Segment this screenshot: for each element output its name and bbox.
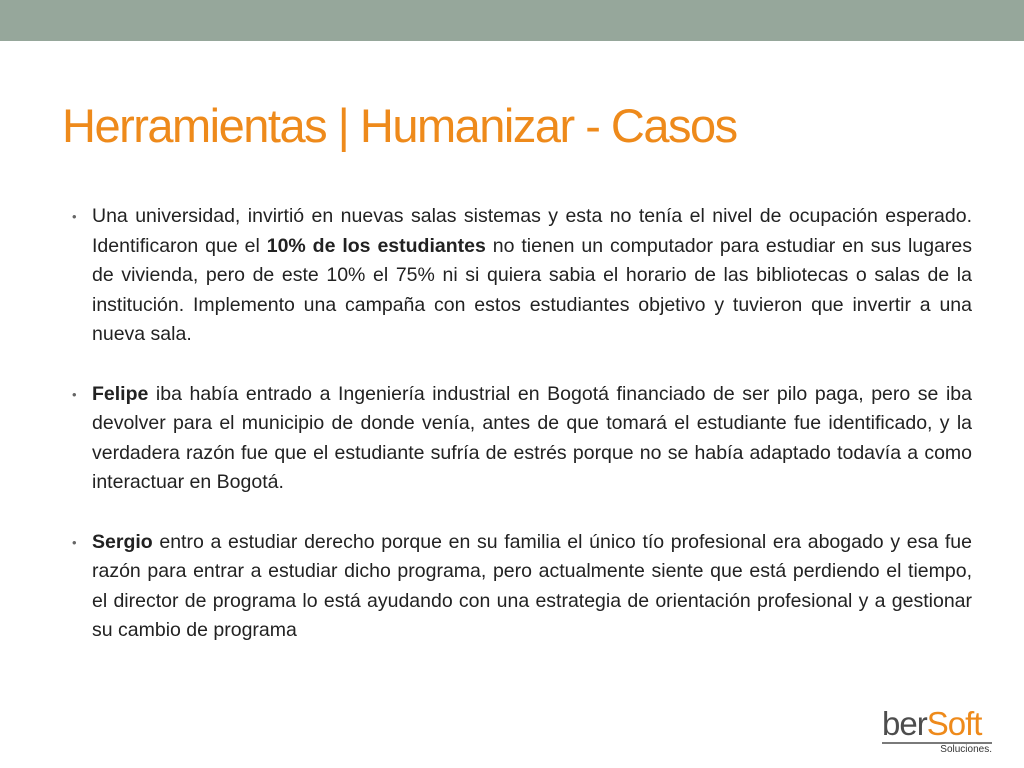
logo-soft-text: Soft (926, 705, 982, 742)
bullet-icon: • (72, 386, 77, 402)
bullet-text: Una universidad, invirtió en nuevas salas sistemas y esta no tenía el nivel de ocupación esperado. Identificaron que el (92, 205, 972, 257)
bullet-sergio-case (72, 528, 972, 646)
bullet-university-case (72, 202, 972, 350)
bullet-text: entro a estudiar derecho porque en su familia el único tío profesional era abogado y esa fue razón para entrar a estudiar dicho programa, pero actualmente siente que está perdiendo el tiempo, el director de programa lo está ayudando con una estrategia de orientación profesional y a gestionar su cambio de programa (92, 530, 972, 641)
top-bar (0, 0, 1024, 41)
bullet-emphasis: Felipe (92, 382, 149, 405)
slide-title: Herramientas | Humanizar - Casos (62, 99, 737, 152)
bullet-emphasis: Sergio (92, 530, 153, 553)
logo-ber-text: ber (882, 705, 927, 742)
logo-wordmark (882, 706, 994, 742)
bullet-emphasis: 10% de los estudiantes (266, 234, 486, 257)
bullet-felipe-case (72, 380, 972, 498)
bullet-icon: • (72, 209, 77, 224)
bersoft-logo (882, 706, 994, 758)
bullet-text: no tienen un computador para estudiar en sus lugares de vivienda, pero de este 10% el 75% ni si quiera sabia el horario de las bibliotecas o salas de la institución. Implemento una campaña con estos estudiantes objetivo y tuvieron que invertir a una nueva sala. (92, 234, 972, 345)
bullet-text: iba había entrado a Ingeniería industrial en Bogotá financiado de ser pilo paga, pero se iba devolver para el municipio de donde venía, antes de que tomará el estudiante fue identificado, y la verdadera razón fue que el estudiante sufría de estrés porque no se había adaptado todavía a como interactuar en Bogotá. (92, 382, 972, 493)
bullet-icon: • (72, 534, 77, 550)
logo-subtitle: Soluciones. (940, 744, 992, 755)
bullet-list (72, 202, 972, 676)
